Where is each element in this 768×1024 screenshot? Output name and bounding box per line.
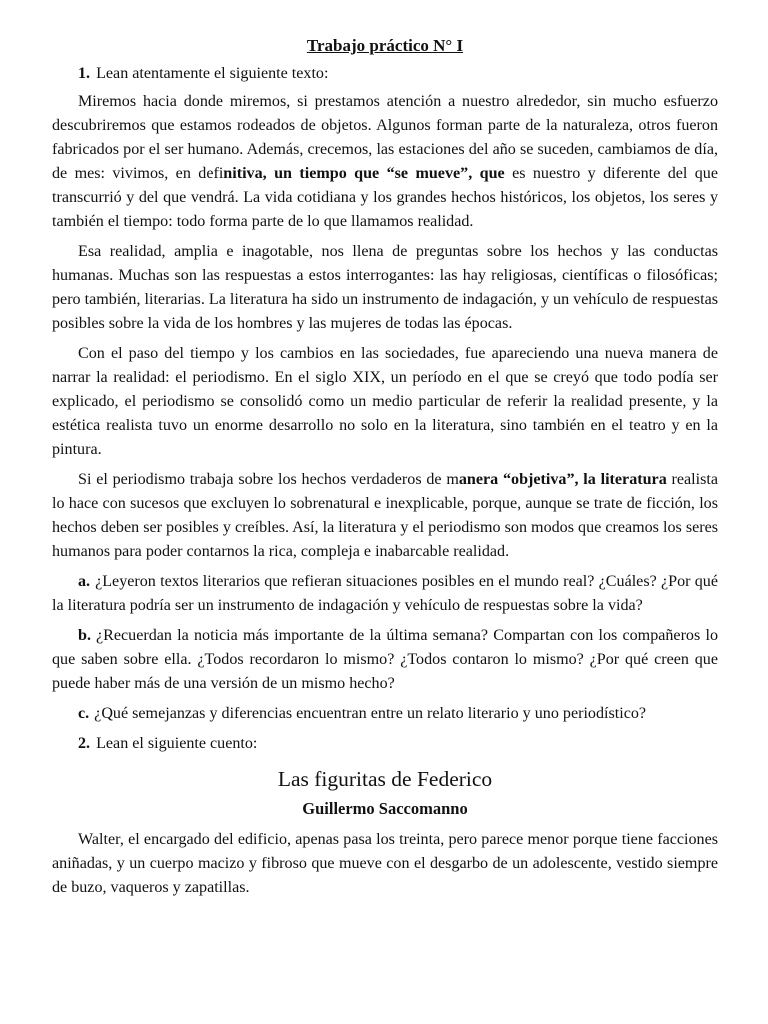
document-title: Trabajo práctico N° I	[306, 36, 464, 55]
question-a-text: ¿Leyeron textos literarios que refieran situaciones posibles en el mundo real? ¿Cuáles? ¿Por qué la literatura podría ser un instrumento de indagación y vehículo de respuestas sobre la vida?	[52, 573, 718, 614]
paragraph-4-part-b: realista lo hace con sucesos que excluyen lo sobrenatural e inexplicable, porque, aunque se trate de ficción, los hechos deben ser posibles y creíbles. Así, la literatura y el periodismo son modos que creamos los seres humanos para poder contarnos la rica, compleja e inabarcable realidad.	[52, 471, 718, 560]
instruction-1-number: 1.	[78, 65, 91, 82]
instruction-1-text: Lean atentamente el siguiente texto:	[96, 65, 329, 82]
question-c	[52, 702, 718, 726]
question-a-letter: a.	[78, 573, 91, 590]
question-b-text: ¿Recuerdan la noticia más importante de la última semana? Compartan con los compañeros lo que saben sobre ella. ¿Todos recordaron lo mismo? ¿Todos contaron lo mismo? ¿Por qué creen que puede haber más de una versión de un mismo hecho?	[52, 627, 718, 692]
paragraph-1-part-a: Miremos hacia donde miremos, si prestamos atención a nuestro alrededor, sin mucho esfuerzo descubriremos que estamos rodeados de objetos. Algunos forman parte de la naturaleza, otros fueron fabricados por el ser humano. Además, crecemos, las estaciones del año se suceden, cambiamos de día, de mes: vivimos, en defi	[52, 93, 718, 182]
question-c-letter: c.	[78, 705, 90, 722]
paragraph-4-bold: anera “objetiva”, la literatura	[458, 471, 667, 488]
paragraph-1-bold: nitiva, un tiempo que “se mueve”, que	[223, 165, 505, 182]
instruction-2	[52, 732, 718, 756]
paragraph-3: Con el paso del tiempo y los cambios en las sociedades, fue apareciendo una nueva manera de narrar la realidad: el periodismo. En el siglo XIX, un período en el que se creyó que todo podía ser explicado, el periodismo se consolidó como un medio particular de referir la realidad presente, y la estética realista tuvo un enorme desarrollo no solo en la literatura, sino también en el teatro y en la pintura.	[52, 345, 718, 458]
instruction-2-text: Lean el siguiente cuento:	[96, 735, 258, 752]
paragraph-1-part-b: es nuestro y diferente del que transcurrió y del que vendrá. La vida cotidiana y los grandes hechos históricos, los objetos, los seres y también el tiempo: todo forma parte de lo que llamamos realidad.	[52, 165, 718, 230]
paragraph-4-part-a: Si el periodismo trabaja sobre los hechos verdaderos de m	[78, 471, 459, 488]
instruction-1	[52, 62, 718, 86]
instruction-2-number: 2.	[78, 735, 91, 752]
paragraph-1	[52, 90, 718, 234]
question-c-text: ¿Qué semejanzas y diferencias encuentran entre un relato literario y uno periodístico?	[94, 705, 647, 722]
paragraph-2: Esa realidad, amplia e inagotable, nos llena de preguntas sobre los hechos y las conductas humanas. Muchas son las respuestas a estos interrogantes: las hay religiosas, científicas o filosóficas; pero también, literarias. La literatura ha sido un instrumento de indagación, y un vehículo de respuestas posibles sobre la vida de los hombres y las mujeres de todas las épocas.	[52, 243, 718, 332]
story-title: Las figuritas de Federico	[277, 767, 493, 791]
question-b	[52, 624, 718, 696]
story-author: Guillermo Saccomanno	[302, 799, 468, 818]
question-b-letter: b.	[78, 627, 91, 644]
paragraph-4	[52, 468, 718, 564]
question-a	[52, 570, 718, 618]
story-opening-paragraph: Walter, el encargado del edificio, apenas pasa los treinta, pero parece menor porque tiene facciones aniñadas, y un cuerpo macizo y fibroso que mueve con el desgarbo de un adolescente, vestido siempre de buzo, vaqueros y zapatillas.	[52, 831, 718, 896]
